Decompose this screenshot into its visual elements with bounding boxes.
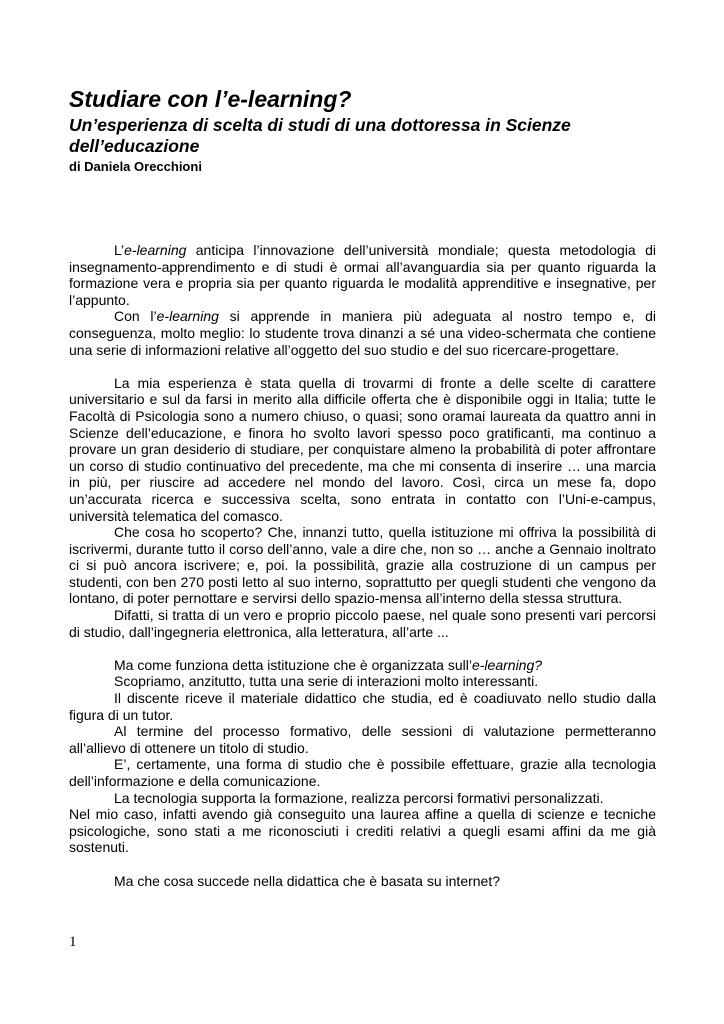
document-title: Studiare con l’e-learning? bbox=[69, 86, 352, 112]
paragraph: La mia esperienza è stata quella di trovarmi di fronte a delle scelte di carattere universitario e sul da farsi in merito alla difficile offerta che è disponibile oggi in Italia; tutte le Facoltà di Psicologia sono a numero chiuso, o quasi; sono oramai laureata da quattro anni in Scienze dell’educazione, e finora ho svolto lavori spesso poco gratificanti, ma continuo a provare un gran desiderio di studiare, per conquistare almeno la probabilità di poter affrontare un corso di studio continuativo del precedente, ma che mi consenta di inserire … una marcia in più, per riuscire ad accedere nel mondo del lavoro. Così, circa un mese fa, dopo un’accurata ricerca e successiva scelta, sono entrata in contatto con l’Uni-e-campus, università telematica del comasco. bbox=[69, 374, 656, 524]
text-run: Con l’ bbox=[114, 308, 157, 325]
paragraph: Difatti, si tratta di un vero e proprio piccolo paese, nel quale sono presenti vari percorsi di studio, dall’ingegneria elettronica, alla letteratura, all’arte ... bbox=[69, 607, 656, 640]
text-run: si apprende in maniera più adeguata al nostro tempo e, di conseguenza, molto meglio: lo studente trova dinanzi a sé una video-schermata che contiene una serie di informazioni relative all’oggetto del suo studio e del suo ricercare-progettare. bbox=[69, 308, 657, 358]
paragraph: La tecnologia supporta la formazione, realizza percorsi formativi personalizzati. bbox=[114, 789, 604, 806]
text-run: anticipa l’innovazione dell’università mondiale; questa metodologia di insegnamento-apprendimento e di studi è ormai all’avanguardia sia per quanto riguarda la formazione vera e propria sia per quanto riguarda le modalità apprenditive e insegnative, per l’appunto. bbox=[69, 242, 656, 308]
italic-term: e-learning bbox=[156, 308, 219, 325]
paragraph bbox=[69, 308, 656, 358]
article-body bbox=[69, 242, 656, 889]
paragraph: Ma che cosa succede nella didattica che è basata su internet? bbox=[114, 872, 501, 889]
paragraph bbox=[69, 657, 656, 674]
text-run: Ma come funziona detta istituzione che è organizzata sull’ bbox=[114, 656, 472, 673]
paragraph: Il discente riceve il materiale didattico che studia, ed è coadiuvato nello studio dalla figura di un tutor. bbox=[69, 690, 656, 723]
paragraph bbox=[69, 242, 656, 308]
paragraph: Nel mio caso, infatti avendo già conseguito una laurea affine a quella di scienze e tecniche psicologiche, sono stati a me riconosciuti i crediti relativi a quegli esami affini da me già sostenuti. bbox=[69, 806, 656, 856]
paragraph: E’, certamente, una forma di studio che è possibile effettuare, grazie alla tecnologia dell’informazione e della comunicazione. bbox=[69, 756, 656, 789]
paragraph: Al termine del processo formativo, delle sessioni di valutazione permetteranno all’allievo di ottenere un titolo di studio. bbox=[69, 723, 656, 756]
page-number: 1 bbox=[69, 934, 77, 950]
paragraph: Scopriamo, anzitutto, tutta una serie di interazioni molto interessanti. bbox=[114, 673, 539, 690]
italic-term: e-learning? bbox=[471, 656, 543, 673]
document-subtitle: Un’esperienza di scelta di studi di una dottoressa in Scienze dell’educazione bbox=[69, 115, 571, 156]
italic-term: e-learning bbox=[124, 242, 187, 258]
author-byline: di Daniela Orecchioni bbox=[69, 159, 202, 174]
text-run: L’ bbox=[114, 242, 125, 258]
paragraph: Che cosa ho scoperto? Che, innanzi tutto, quella istituzione mi offriva la possibilità di iscrivermi, durante tutto il corso dell’anno, vale a dire che, non so … anche a Gennaio inoltrato ci si può ancora iscrivere; e, poi. la possibilità, grazie alla costruzione di un campus per studenti, con ben 270 posti letto al suo interno, soprattutto per quegli studenti che vengono da lontano, di poter pernottare e servirsi dello spazio-mensa all’interno della stessa struttura. bbox=[69, 524, 656, 607]
